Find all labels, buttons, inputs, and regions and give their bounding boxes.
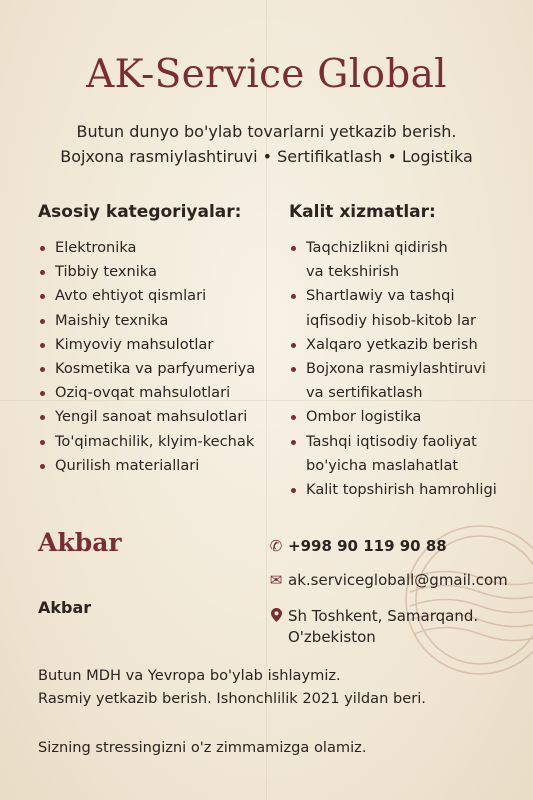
tagline-delivery: Butun dunyo bo'ylab tovarlarni yetkazib berish.: [76, 122, 457, 141]
service-line: va sertifikatlash: [306, 384, 423, 402]
service-line: Taqchizlikni qidirish: [306, 239, 448, 256]
list-item: [289, 405, 529, 429]
list-item: Oziq-ovqat mahsulotlari: [38, 381, 278, 405]
contact-name: Akbar: [38, 598, 92, 617]
list-item: [289, 284, 529, 332]
list-item: Qurilish materiallari: [38, 454, 278, 478]
address-line: Sh Toshkent, Samarqand.: [288, 607, 479, 625]
list-item: [289, 357, 529, 405]
categories-list: [38, 236, 278, 478]
phone-number: +998 90 119 90 88: [288, 537, 447, 555]
list-item: Elektronika: [38, 236, 278, 260]
list-item: Tibbiy texnika: [38, 260, 278, 284]
service-line: iqfisodiy hisob-kitob lar: [306, 311, 477, 329]
address-country: O'zbekiston: [288, 628, 376, 646]
services-heading: Kalit xizmatlar:: [289, 202, 436, 222]
footer-coverage: Butun MDH va Yevropa bo'ylab ishlaymiz.: [38, 667, 341, 684]
map-pin-icon: [268, 606, 284, 627]
service-line: Ombor logistika: [306, 408, 422, 426]
list-item: [289, 333, 529, 357]
service-line: bo'yicha maslahatlat: [306, 456, 459, 474]
email-contact[interactable]: [268, 571, 508, 589]
list-item: Maishiy texnika: [38, 309, 278, 333]
list-item: Avto ehtiyot qismlari: [38, 284, 278, 308]
service-line: va tekshirish: [306, 263, 400, 281]
list-item: [289, 430, 529, 478]
company-title: AK-Service Global: [86, 52, 447, 97]
list-item: Kosmetika va parfyumeriya: [38, 357, 278, 381]
list-item: Yengil sanoat mahsulotlari: [38, 405, 278, 429]
tagline-services: Bojxona rasmiylashtiruvi • Sertifikatlash • Logistika: [60, 147, 473, 166]
list-item: Kimyoviy mahsulotlar: [38, 333, 278, 357]
footer-reliability: Rasmiy yetkazib berish. Ishonchlilik 2021 yildan beri.: [38, 690, 426, 707]
categories-heading: Asosiy kategoriyalar:: [38, 202, 242, 222]
email-address: ak.servicegloball@gmail.com: [288, 571, 508, 589]
service-line: Tashqi iqtisodiy faoliyat: [306, 432, 477, 450]
phone-contact[interactable]: [268, 537, 447, 555]
envelope-icon: ✉: [269, 571, 283, 589]
phone-icon: ✆: [269, 537, 283, 555]
service-line: Shartlawiy va tashqi: [306, 287, 455, 305]
address-contact: [268, 606, 478, 648]
signature: Akbar: [38, 528, 122, 557]
list-item: To'qimachilik, klyim-kechak: [38, 430, 278, 454]
services-list: [289, 236, 529, 502]
service-line: Kalit topshirish hamrohligi: [306, 481, 497, 499]
service-line: Bojxona rasmiylashtiruvi: [306, 360, 486, 378]
footer-slogan: Sizning stressingizni o'z zimmamizga olamiz.: [38, 739, 367, 756]
service-line: Xalqaro yetkazib berish: [306, 335, 478, 353]
list-item: [289, 478, 529, 502]
list-item: [289, 236, 529, 284]
